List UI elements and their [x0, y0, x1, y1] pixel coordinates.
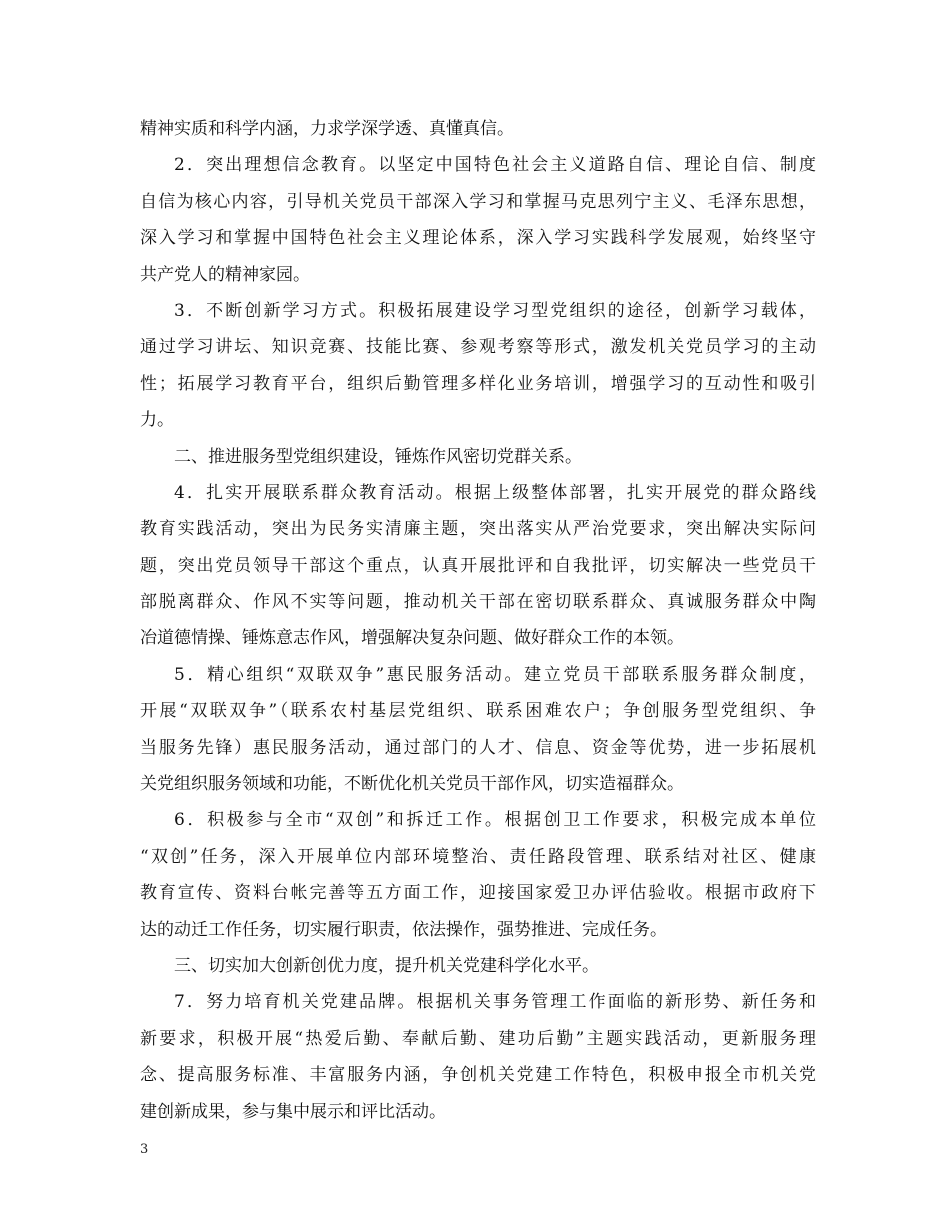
text-line: 题，突出党员领导干部这个重点，认真开展批评和自我批评，切实解决一些党员干	[140, 555, 816, 576]
section-heading-2	[140, 439, 816, 475]
text-line: 新要求，积极开展“热爱后勤、奉献后勤、建功后勤”主题实践活动，更新服务理	[140, 1028, 816, 1049]
text-line: 教育宣传、资料台帐完善等五方面工作，迎接国家爱卫办评估验收。根据市政府下	[140, 883, 816, 904]
text-line: 教育实践活动，突出为民务实清廉主题，突出落实从严治党要求，突出解决实际问	[140, 519, 816, 540]
heading-line: 二、推进服务型党组织建设，锤炼作风密切党群关系。	[174, 446, 582, 467]
text-line: 力。	[140, 410, 174, 431]
paragraph-item-5	[140, 657, 816, 803]
document-body	[140, 111, 816, 1130]
paragraph-item-2	[140, 147, 816, 293]
text-line: 2．突出理想信念教育。以坚定中国特色社会主义道路自信、理论自信、制度	[174, 155, 816, 176]
text-line: 7．努力培育机关党建品牌。根据机关事务管理工作面临的新形势、新任务和	[174, 992, 816, 1013]
text-line: 关党组织服务领域和功能，不断优化机关党员干部作风，切实造福群众。	[140, 774, 684, 795]
page-number: 3	[140, 1142, 149, 1157]
text-line: 建创新成果，参与集中展示和评比活动。	[140, 1101, 446, 1122]
text-line: 通过学习讲坛、知识竞赛、技能比赛、参观考察等形式，激发机关党员学习的主动	[140, 337, 816, 358]
section-heading-3	[140, 948, 816, 984]
paragraph-continuation	[140, 111, 816, 147]
text-line: 4．扎实开展联系群众教育活动。根据上级整体部署，扎实开展党的群众路线	[174, 482, 816, 503]
text-line: 冶道德情操、锤炼意志作风，增强解决复杂问题、做好群众工作的本领。	[140, 628, 684, 649]
paragraph-item-3	[140, 293, 816, 439]
text-line: 开展“双联双争”（联系农村基层党组织、联系困难农户；争创服务型党组织、争	[140, 701, 816, 722]
text-line: 念、提高服务标准、丰富服务内涵，争创机关党建工作特色，积极申报全市机关党	[140, 1065, 816, 1086]
text-line: 深入学习和掌握中国特色社会主义理论体系，深入学习实践科学发展观，始终坚守	[140, 228, 816, 249]
text-line: 部脱离群众、作风不实等问题，推动机关干部在密切联系群众、真诚服务群众中陶	[140, 592, 816, 613]
paragraph-item-4	[140, 475, 816, 657]
paragraph-item-6	[140, 802, 816, 948]
text-line: 5．精心组织“双联双争”惠民服务活动。建立党员干部联系服务群众制度，	[174, 664, 816, 685]
text-line: 6．积极参与全市“双创”和拆迁工作。根据创卫工作要求，积极完成本单位	[174, 810, 816, 831]
text-line: 达的动迁工作任务，切实履行职责，依法操作，强势推进、完成任务。	[140, 919, 667, 940]
text-line: 3．不断创新学习方式。积极拓展建设学习型党组织的途径，创新学习载体，	[174, 300, 816, 321]
paragraph-item-7	[140, 984, 816, 1130]
text-line: “双创”任务，深入开展单位内部环境整治、责任路段管理、联系结对社区、健康	[140, 846, 816, 867]
text-line: 共产党人的精神家园。	[140, 264, 310, 285]
text-line: 当服务先锋）惠民服务活动，通过部门的人才、信息、资金等优势，进一步拓展机	[140, 737, 816, 758]
text-line: 自信为核心内容，引导机关党员干部深入学习和掌握马克思列宁主义、毛泽东思想，	[140, 191, 816, 212]
text-line: 性；拓展学习教育平台，组织后勤管理多样化业务培训，增强学习的互动性和吸引	[140, 373, 816, 394]
text-line: 精神实质和科学内涵，力求学深学透、真懂真信。	[140, 119, 514, 139]
heading-line: 三、切实加大创新创优力度，提升机关党建科学化水平。	[174, 955, 599, 976]
